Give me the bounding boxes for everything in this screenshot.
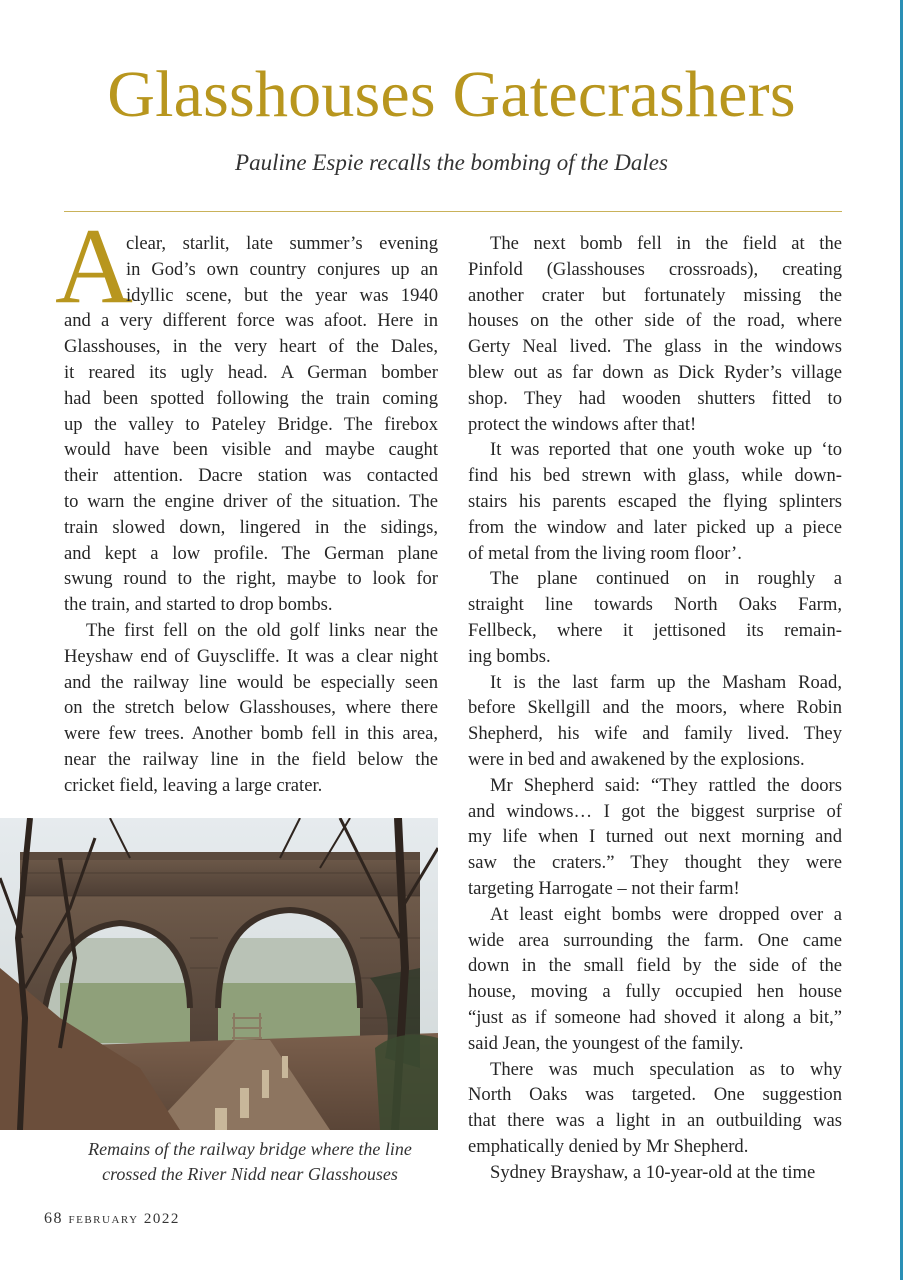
text-line: and windows… I got the biggest surprise of [468,800,842,822]
text-line: It is the last farm up the Masham Road, [490,671,842,693]
page-footer [44,1210,180,1228]
text-line: There was much speculation as to why [490,1058,842,1080]
railway-bridge-photo [0,818,438,1130]
text-line: blew out as far down as Dick Ryder’s village [468,361,842,383]
text-line: to warn the engine driver of the situation. The [64,490,438,512]
text-line: protect the windows after that! [468,413,697,435]
text-line: and a very different force was afoot. Here in [64,310,438,332]
text-line: on the stretch below Glasshouses, where there [64,697,438,719]
text-line: the train, and started to drop bombs. [64,594,333,616]
text-line: find his bed strewn with glass, while down- [468,465,842,487]
article-subtitle: Pauline Espie recalls the bombing of the Dales [235,150,668,175]
issue-date: february 2022 [68,1211,180,1227]
text-line: house, moving a fully occupied hen house [468,981,842,1003]
text-line: The next bomb fell in the field at the [490,233,842,254]
text-line: “just as if someone had shoved it along a bit,” [468,1006,842,1028]
text-line: from the window and later picked up a piece [468,516,842,538]
text-line: swung round to the right, maybe to look for [64,568,438,590]
text-line: of metal from the living room floor’. [468,542,742,564]
text-line: up the valley to Pateley Bridge. The firebox [64,413,438,435]
left-column [64,231,438,799]
text-line: stairs his parents escaped the flying splinters [468,490,842,512]
text-line: train slowed down, lingered in the sidings, [64,516,438,538]
text-line: before Skellgill and the moors, where Robin [468,697,842,719]
text-line: straight line towards North Oaks Farm, [468,594,842,616]
drop-cap: A [55,207,133,326]
text-line: ing bombs. [468,645,551,667]
text-line: that there was a light in an outbuilding was [468,1110,842,1132]
text-line: idyllic scene, but the year was 1940 [126,284,438,306]
right-column [468,231,842,1185]
text-line: Sydney Brayshaw, a 10-year-old at the time [490,1161,816,1183]
text-line: Glasshouses, in the very heart of the Dales, [64,336,438,358]
text-line: Mr Shepherd said: “They rattled the doors [490,774,842,796]
text-line: my life when I turned out next morning and [468,826,842,848]
text-line: were few trees. Another bomb fell in this area, [64,723,438,745]
text-line: Pinfold (Glasshouses crossroads), creating [468,258,842,280]
text-line: and kept a low profile. The German plane [64,542,438,564]
text-line: houses on the other side of the road, where [468,310,842,332]
text-line: had been spotted following the train coming [64,387,438,409]
text-line: Shepherd, his wife and family lived. They [468,723,842,745]
text-line: in God’s own country conjures up an [126,258,438,280]
photo-caption [40,1137,460,1187]
text-line: were in bed and awakened by the explosions. [468,748,805,770]
title-divider [64,211,842,212]
text-line: Fellbeck, where it jettisoned its remain- [468,619,842,641]
text-line: would have been visible and maybe caught [64,439,438,461]
text-line: saw the craters.” They thought they were [468,852,842,874]
text-line: Gerty Neal lived. The glass in the windows [468,336,842,358]
text-line: near the railway line in the field below the [64,748,438,770]
text-line: said Jean, the youngest of the family. [468,1032,744,1054]
page-number: 68 [44,1210,63,1227]
text-line: another crater but fortunately missing the [468,284,842,306]
caption-line: Remains of the railway bridge where the line [88,1139,412,1159]
text-line: The first fell on the old golf links near the [86,619,438,641]
text-line: North Oaks was targeted. One suggestion [468,1084,842,1106]
text-line: and the railway line would be especially seen [64,671,438,693]
text-line: wide area surrounding the farm. One came [468,929,842,951]
text-line: At least eight bombs were dropped over a [490,903,842,925]
text-line: their attention. Dacre station was contacted [64,465,438,487]
text-line: It was reported that one youth woke up ‘to [490,439,842,461]
text-line: Heyshaw end of Guyscliffe. It was a clear night [64,645,438,667]
text-line: clear, starlit, late summer’s evening [126,233,438,254]
text-line: down in the small field by the side of the [468,955,842,977]
text-line: targeting Harrogate – not their farm! [468,877,740,899]
article-title: Glasshouses Gatecrashers [107,58,796,131]
text-line: emphatically denied by Mr Shepherd. [468,1135,749,1157]
text-line: cricket field, leaving a large crater. [64,774,323,796]
text-line: it reared its ugly head. A German bomber [64,361,438,383]
text-line: shop. They had wooden shutters fitted to [468,387,842,409]
text-line: The plane continued on in roughly a [490,568,842,590]
caption-line: crossed the River Nidd near Glasshouses [102,1164,398,1184]
